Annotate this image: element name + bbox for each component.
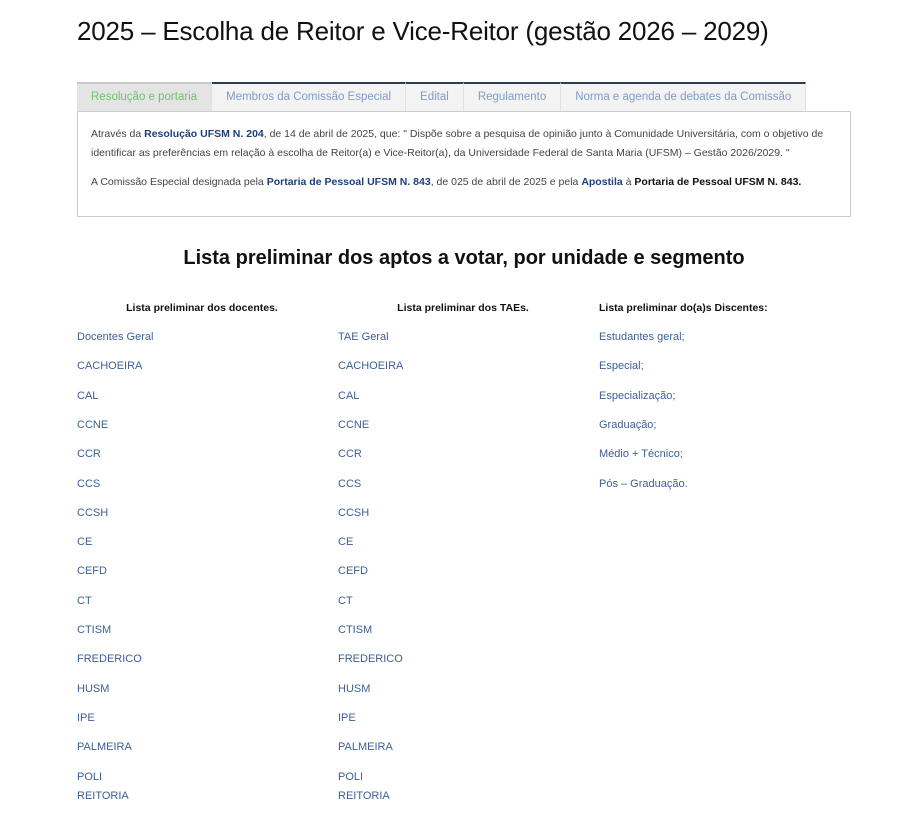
list-item (338, 740, 393, 754)
panel-text: à (622, 176, 635, 188)
list-item (338, 623, 372, 637)
list-item (77, 770, 102, 784)
docentes-link[interactable]: CCSH (77, 507, 109, 519)
docentes-link[interactable]: CTISM (77, 624, 112, 636)
list-item (338, 594, 353, 608)
taes-link[interactable]: CTISM (338, 624, 373, 636)
list-item (599, 477, 688, 491)
list-item (338, 506, 369, 520)
tab-resolucao-portaria[interactable]: Resolução e portaria (77, 82, 212, 111)
docentes-link[interactable]: CACHOEIRA (77, 360, 143, 372)
taes-link[interactable]: IPE (338, 712, 356, 724)
page-title: 2025 – Escolha de Reitor e Vice-Reitor (gestão 2026 – 2029) (77, 16, 769, 46)
panel-text: , de 025 de abril de 2025 e pela (430, 176, 582, 188)
docentes-link[interactable]: REITORIA (77, 790, 129, 802)
tab-norma-agenda[interactable]: Norma e agenda de debates da Comissão (561, 82, 806, 111)
taes-link[interactable]: REITORIA (338, 790, 390, 802)
list-item (599, 330, 685, 344)
docentes-link[interactable]: CEFD (77, 565, 107, 577)
list-item (77, 447, 101, 461)
taes-link[interactable]: CCSH (338, 507, 370, 519)
list-item (338, 389, 359, 403)
list-item (338, 418, 369, 432)
panel-text: , de 14 de abril de 2025, que: " Dispõe sobre a pesquisa de opinião junto à Comunidade Universitária, com o objetivo de identificar as preferências em relação à escolha de Reitor(a) e Vice-Reitor(a), da Universidade Federal de Santa Maria (UFSM) – Gestão 2026/2029. " (91, 128, 824, 159)
list-item (77, 652, 142, 666)
docentes-link[interactable]: CCNE (77, 419, 109, 431)
taes-link[interactable]: CCNE (338, 419, 370, 431)
list-item (599, 447, 683, 461)
docentes-link[interactable]: CAL (77, 390, 99, 402)
list-item (338, 789, 390, 803)
taes-link[interactable]: CE (338, 536, 354, 548)
list-item (77, 477, 100, 491)
taes-heading: Lista preliminar dos TAEs. (397, 302, 529, 314)
list-item (338, 711, 356, 725)
portaria-link[interactable]: Portaria de Pessoal UFSM N. 843 (266, 176, 431, 188)
list-item (77, 623, 111, 637)
list-item (77, 594, 92, 608)
list-item (338, 330, 389, 344)
list-item (338, 447, 362, 461)
docentes-link[interactable]: HUSM (77, 683, 110, 695)
docentes-heading: Lista preliminar dos docentes. (126, 302, 278, 314)
discentes-link[interactable]: Estudantes geral; (599, 331, 685, 343)
panel-text: Através da (91, 128, 145, 140)
taes-link[interactable]: CEFD (338, 565, 368, 577)
list-item (77, 682, 109, 696)
list-item (77, 535, 92, 549)
list-item (77, 789, 129, 803)
docentes-link[interactable]: POLI (77, 771, 103, 783)
list-item (338, 682, 370, 696)
list-item (599, 359, 644, 373)
taes-link[interactable]: CCR (338, 448, 362, 460)
list-item (77, 359, 142, 373)
taes-link[interactable]: CACHOEIRA (338, 360, 404, 372)
taes-link[interactable]: HUSM (338, 683, 371, 695)
panel-paragraph-2 (91, 173, 837, 192)
discentes-link[interactable]: Graduação; (599, 419, 657, 431)
list-item (338, 535, 353, 549)
taes-link[interactable]: FREDERICO (338, 653, 403, 665)
tab-regulamento[interactable]: Regulamento (464, 82, 561, 111)
taes-link[interactable]: POLI (338, 771, 364, 783)
list-item (338, 477, 361, 491)
list-item (77, 506, 108, 520)
apostila-link[interactable]: Apostila (581, 176, 623, 188)
portaria-bold-text: Portaria de Pessoal UFSM N. 843. (634, 176, 802, 188)
list-item (77, 418, 108, 432)
list-item (77, 330, 153, 344)
docentes-link[interactable]: Docentes Geral (77, 331, 154, 343)
docentes-column (77, 300, 327, 802)
docentes-link[interactable]: FREDERICO (77, 653, 142, 665)
taes-link[interactable]: CAL (338, 390, 360, 402)
discentes-link[interactable]: Médio + Técnico; (599, 448, 683, 460)
docentes-link[interactable]: CCS (77, 478, 101, 490)
docentes-link[interactable]: CT (77, 595, 92, 607)
tab-membros-comissao[interactable]: Membros da Comissão Especial (212, 82, 406, 111)
discentes-heading: Lista preliminar do(a)s Discentes: (599, 302, 768, 314)
list-item (77, 711, 95, 725)
docentes-link[interactable]: IPE (77, 712, 95, 724)
list-item (599, 418, 656, 432)
list-item (338, 564, 368, 578)
list-item (599, 389, 675, 403)
discentes-link[interactable]: Especial; (599, 360, 644, 372)
tab-bar (77, 82, 806, 111)
taes-link[interactable]: PALMEIRA (338, 741, 393, 753)
list-item (77, 740, 132, 754)
panel-text: A Comissão Especial designada pela (91, 176, 267, 188)
list-item (338, 770, 363, 784)
taes-column (338, 300, 588, 802)
docentes-link[interactable]: CE (77, 536, 93, 548)
list-item (77, 389, 98, 403)
tab-panel-resolucao (77, 111, 851, 217)
docentes-link[interactable]: CCR (77, 448, 101, 460)
tab-edital[interactable]: Edital (406, 82, 464, 111)
list-item (77, 564, 107, 578)
docentes-link[interactable]: PALMEIRA (77, 741, 132, 753)
resolucao-link[interactable]: Resolução UFSM N. 204 (144, 128, 264, 140)
discentes-column (599, 300, 849, 490)
discentes-link[interactable]: Especialização; (599, 390, 676, 402)
panel-paragraph-1 (91, 125, 837, 163)
list-item (338, 359, 403, 373)
taes-link[interactable]: TAE Geral (338, 331, 389, 343)
list-item (338, 652, 403, 666)
section-heading: Lista preliminar dos aptos a votar, por unidade e segmento (183, 247, 745, 269)
taes-link[interactable]: CT (338, 595, 353, 607)
taes-link[interactable]: CCS (338, 478, 362, 490)
discentes-link[interactable]: Pós – Graduação. (599, 478, 688, 490)
